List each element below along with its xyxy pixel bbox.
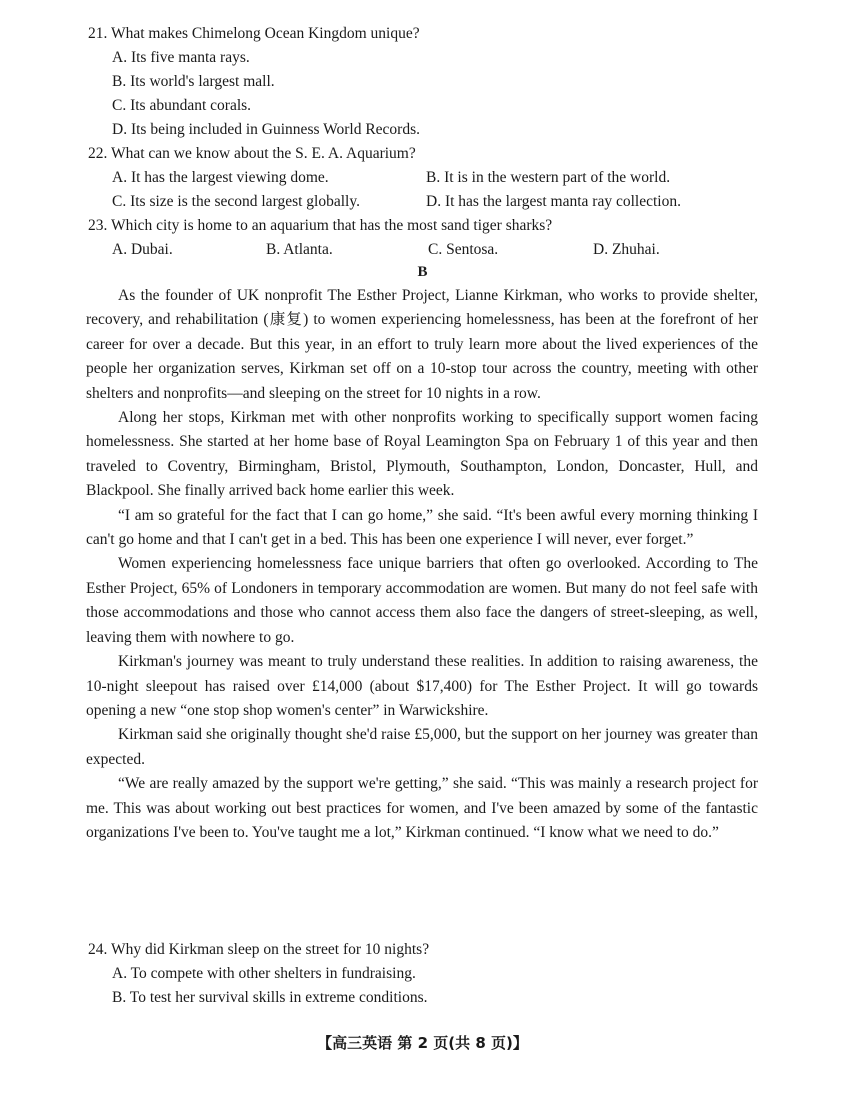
page-footer: 【高三英语 第 2 页(共 8 页)】 xyxy=(317,1034,528,1052)
option-d: D. Zhuhai. xyxy=(593,241,660,258)
question-stem: 23. Which city is home to an aquarium that has the most sand tiger sharks? xyxy=(88,217,553,234)
option-b: B. Its world's largest mall. xyxy=(112,73,275,90)
option-d: D. It has the largest manta ray collection. xyxy=(426,193,681,210)
option-b: B. It is in the western part of the world. xyxy=(426,169,671,186)
option-c: C. Its size is the second largest globally. xyxy=(112,193,360,210)
option-c: C. Its abundant corals. xyxy=(112,97,252,114)
question-23 xyxy=(88,214,768,262)
question-stem: 24. Why did Kirkman sleep on the street for 10 nights? xyxy=(88,941,430,958)
question-22 xyxy=(88,142,768,214)
option-c: C. Sentosa. xyxy=(428,241,499,258)
paragraph: Along her stops, Kirkman met with other nonprofits working to specifically support women facing homelessness. She started at her home base of Royal Leamington Spa on February 1 of this year and then traveled to Coventry, Birmingham, Bristol, Plymouth, Southampton, London, Doncaster, Hull, and Blackpool. She finally arrived back home earlier this week. xyxy=(86,409,758,500)
option-d: D. Its being included in Guinness World Records. xyxy=(112,121,420,138)
paragraph: Kirkman's journey was meant to truly understand these realities. In addition to raising awareness, the 10-night sleepout has raised over £14,000 (about $17,400) for The Esther Project. It will go towards opening a new “one stop shop women's center” in Warwickshire. xyxy=(86,653,758,719)
options-row xyxy=(88,166,768,190)
paragraph: “We are really amazed by the support we're getting,” she said. “This was mainly a research project for me. This was about working out best practices for women, and I've been amazed by some of the fantastic organizations I've been to. You've taught me a lot,” Kirkman continued. “I know what we need to do.” xyxy=(86,775,758,841)
option-a: A. Its five manta rays. xyxy=(112,49,250,66)
option-a: A. Dubai. xyxy=(112,241,173,258)
options-row xyxy=(88,238,768,262)
option-a: A. To compete with other shelters in fundraising. xyxy=(112,965,416,982)
paragraph: “I am so grateful for the fact that I can go home,” she said. “It's been awful every morning thinking I can't go home and that I can't get in a bed. This has been one experience I will never, ever forget.” xyxy=(86,506,758,549)
question-stem: 21. What makes Chimelong Ocean Kingdom unique? xyxy=(88,25,420,42)
options-row xyxy=(88,190,768,214)
section-label: B xyxy=(417,264,428,280)
question-21 xyxy=(88,22,768,142)
option-b: B. Atlanta. xyxy=(266,241,333,258)
paragraph: Kirkman said she originally thought she'd raise £5,000, but the support on her journey was greater than expected. xyxy=(86,726,758,768)
paragraph: Women experiencing homelessness face unique barriers that often go overlooked. According to The Esther Project, 65% of Londoners in temporary accommodation are women. But many do not feel safe with those accommodations and those who cannot access them also face the dangers of street-sleeping, as well, leaving them with nowhere to go. xyxy=(86,555,758,646)
reading-passage xyxy=(86,284,758,845)
question-24 xyxy=(88,938,768,1010)
option-a: A. It has the largest viewing dome. xyxy=(112,169,329,186)
question-stem: 22. What can we know about the S. E. A. Aquarium? xyxy=(88,145,416,162)
paragraph: As the founder of UK nonprofit The Esther Project, Lianne Kirkman, who works to provide shelter, recovery, and rehabilitation (康复) to women experiencing homelessness, has been at the forefront of her career for over a decade. But this year, in an effort to truly learn more about the lived experiences of the people her organization serves, Kirkman set off on a 10-stop tour across the country, meeting with other shelters and nonprofits—and sleeping on the street for 10 nights in a row. xyxy=(86,287,758,402)
option-b: B. To test her survival skills in extreme conditions. xyxy=(112,989,428,1006)
